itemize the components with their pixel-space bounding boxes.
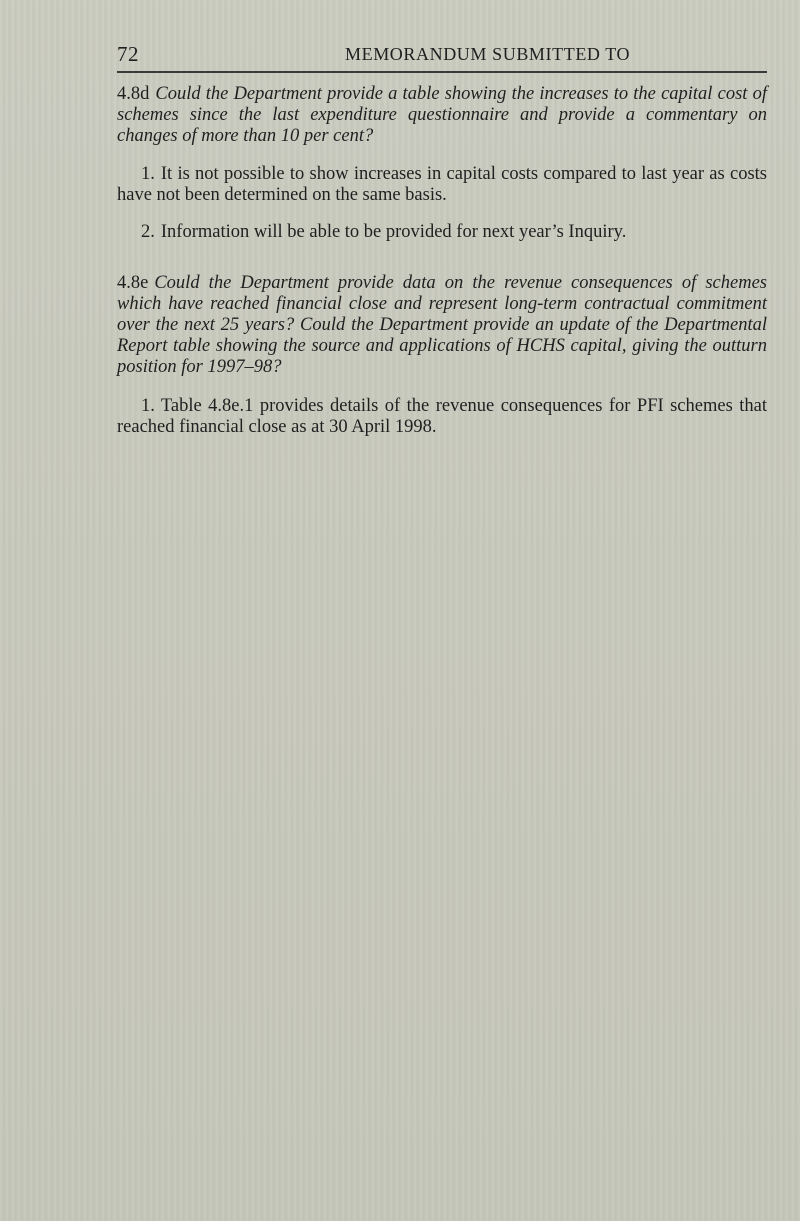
running-head: MEMORANDUM SUBMITTED TO [345,44,631,64]
question-number: 4.8d [117,84,150,104]
question-text: Could the Department provide a table showing the increases to the capital cost of schemes since the last expenditure questionnaire and provide a commentary on changes of more than 10 per cent? [117,84,767,146]
question-number: 4.8e [117,273,149,293]
question-4-8e [117,273,767,378]
answer-paragraph [117,396,767,438]
answer-paragraph [117,164,767,206]
question-text: Could the Department provide data on the revenue consequences of schemes which have reached financial close and represent long-term contractual commitment over the next 25 years? Could the Department provide an update of the Departmental Report table showing the source and applications of HCHS capital, giving the outturn position for 1997–98? [117,273,767,377]
answer-number: 2. [141,222,155,242]
answer-text: Table 4.8e.1 provides details of the revenue consequences for PFI schemes that reached financial close as at 30 April 1998. [117,396,767,437]
answer-text: It is not possible to show increases in capital costs compared to last year as costs have not been determined on the same basis. [117,164,767,205]
page-body [117,84,767,438]
answer-paragraph [117,222,767,243]
header-rule [117,71,767,73]
page-header [117,40,767,70]
answer-number: 1. [141,396,155,416]
answer-number: 1. [141,164,155,184]
page-number: 72 [117,42,139,66]
answer-text: Information will be able to be provided for next year’s Inquiry. [160,222,627,242]
question-4-8d [117,84,767,147]
